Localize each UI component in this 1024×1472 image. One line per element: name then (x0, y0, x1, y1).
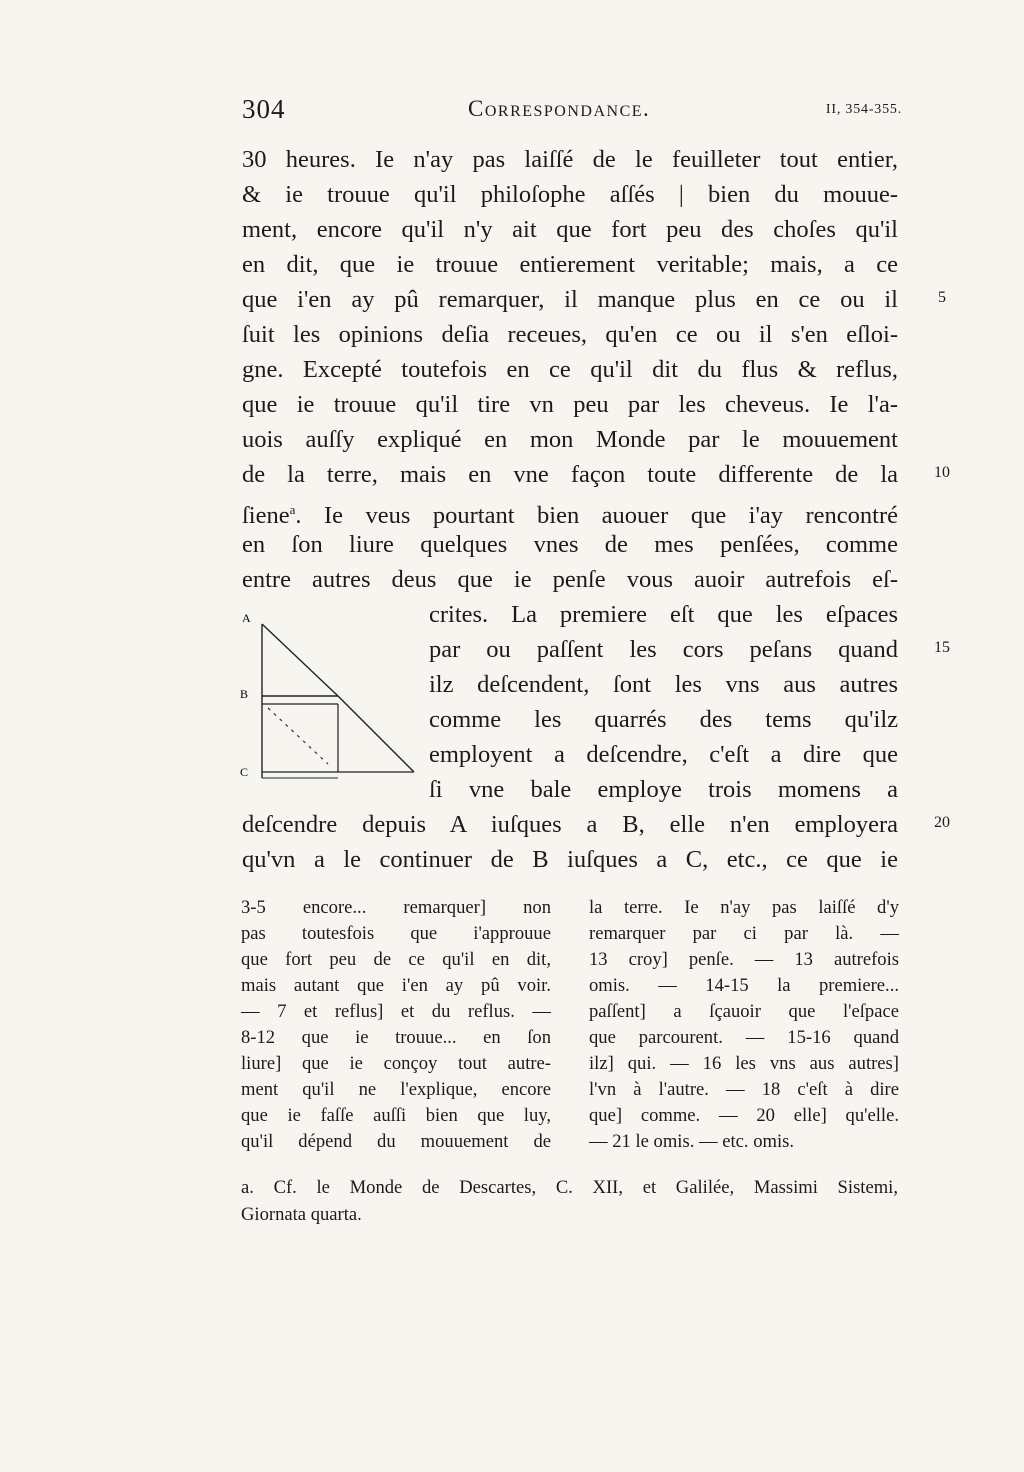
note-line: l'vn à l'autre. — 18 c'eſt à dire (589, 1079, 899, 1100)
note-line: remarquer par ci par là. — (589, 923, 899, 944)
line-number: 15 (934, 639, 950, 656)
body-line: employent a deſcendre, c'eſt a dire que (429, 741, 898, 768)
hypotenuse-upper (262, 624, 338, 696)
notes-column-right (589, 895, 899, 1155)
body-line (242, 492, 898, 527)
body-line: en dit, que ie trouue entierement veritable; mais, a ce (242, 251, 898, 278)
note-line: qu'il dépend du mouuement de (241, 1131, 551, 1152)
body-line: crites. La premiere eſt que les eſpaces (429, 601, 898, 628)
body-line: uois auſſy expliqué en mon Monde par le mouuement (242, 426, 898, 453)
falling-bodies-diagram (238, 604, 418, 784)
label-c: C (240, 765, 249, 779)
footnote-marker: a (289, 502, 296, 517)
body-line-start: ſiene (242, 502, 290, 529)
body-line: deſcendre depuis A iuſques a B, elle n'en employera (242, 811, 898, 838)
body-line-end: . Ie veus pourtant bien auouer que i'ay rencontré (295, 502, 898, 529)
footnote-line: Giornata quarta. (241, 1204, 362, 1225)
line-number: 20 (934, 814, 950, 831)
body-line: par ou paſſent les cors peſans quand (429, 636, 898, 663)
dotted-diagonal (268, 708, 328, 764)
running-title: Correspondance. (468, 96, 651, 121)
body-line: que ie trouue qu'il tire vn peu par les cheveus. Ie l'a- (242, 391, 898, 418)
hypotenuse-lower (338, 696, 414, 772)
note-line: liure] que ie conçoy tout autre- (241, 1053, 551, 1074)
note-line: 3-5 encore... remarquer] non (241, 897, 551, 918)
note-line: — 21 le omis. — etc. omis. (589, 1131, 795, 1152)
body-line: entre autres deus que ie penſe vous auoir autrefois eſ- (242, 566, 898, 593)
note-line: paſſent] a ſçauoir que l'eſpace (589, 1001, 899, 1022)
running-head (242, 94, 902, 130)
body-line: de la terre, mais en vne façon toute differente de la (242, 461, 898, 488)
note-line: mais autant que i'en ay pû voir. (241, 975, 551, 996)
note-line: omis. — 14-15 la premiere... (589, 975, 899, 996)
footnote-line: a. Cf. le Monde de Descartes, C. XII, et Galilée, Massimi Sistemi, (241, 1177, 898, 1198)
body-line: ſuit les opinions deſia receues, qu'en ce ou il s'en eſloi- (242, 321, 898, 348)
body-line: ment, encore qu'il n'y ait que fort peu des choſes qu'il (242, 216, 898, 243)
notes-column-left (241, 895, 551, 1155)
footnote (241, 1174, 898, 1228)
line-number: 5 (938, 289, 946, 306)
note-line: 8-12 que ie trouue... en ſon (241, 1027, 551, 1048)
note-line: ment qu'il ne l'explique, encore (241, 1079, 551, 1100)
page-number: 304 (242, 94, 286, 124)
body-line: en ſon liure quelques vnes de mes penſées, comme (242, 531, 898, 558)
label-a: A (242, 611, 251, 625)
note-line: la terre. Ie n'ay pas laiſſé d'y (589, 897, 899, 918)
note-line: 13 croy] penſe. — 13 autrefois (589, 949, 899, 970)
note-line: que] comme. — 20 elle] qu'elle. (589, 1105, 899, 1126)
note-line: pas toutesfois que i'approuue (241, 923, 551, 944)
note-line: que fort peu de ce qu'il en dit, (241, 949, 551, 970)
note-line: que parcourent. — 15-16 quand (589, 1027, 899, 1048)
body-line: 30 heures. Ie n'ay pas laiſſé de le feuilleter tout entier, (242, 146, 898, 173)
note-line: ilz] qui. — 16 les vns aus autres] (589, 1053, 899, 1074)
label-b: B (240, 687, 249, 701)
body-line: que i'en ay pû remarquer, il manque plus en ce ou il (242, 286, 898, 313)
note-line: que ie faſſe auſſi bien que luy, (241, 1105, 551, 1126)
body-line: qu'vn a le continuer de B iuſques a C, etc., ce que ie (242, 846, 898, 873)
note-line: — 7 et reflus] et du reflus. — (241, 1001, 551, 1022)
body-line: & ie trouue qu'il philoſophe aſſés | bien du mouue- (242, 181, 898, 208)
edition-reference: II, 354-355. (825, 102, 902, 117)
body-line: comme les quarrés des tems qu'ilz (429, 706, 898, 733)
line-number: 10 (934, 464, 950, 481)
body-line: gne. Excepté toutefois en ce qu'il dit du flus & reflus, (242, 356, 898, 383)
body-line: ſi vne bale employe trois momens a (429, 776, 898, 803)
body-line: ilz deſcendent, ſont les vns aus autres (429, 671, 898, 698)
